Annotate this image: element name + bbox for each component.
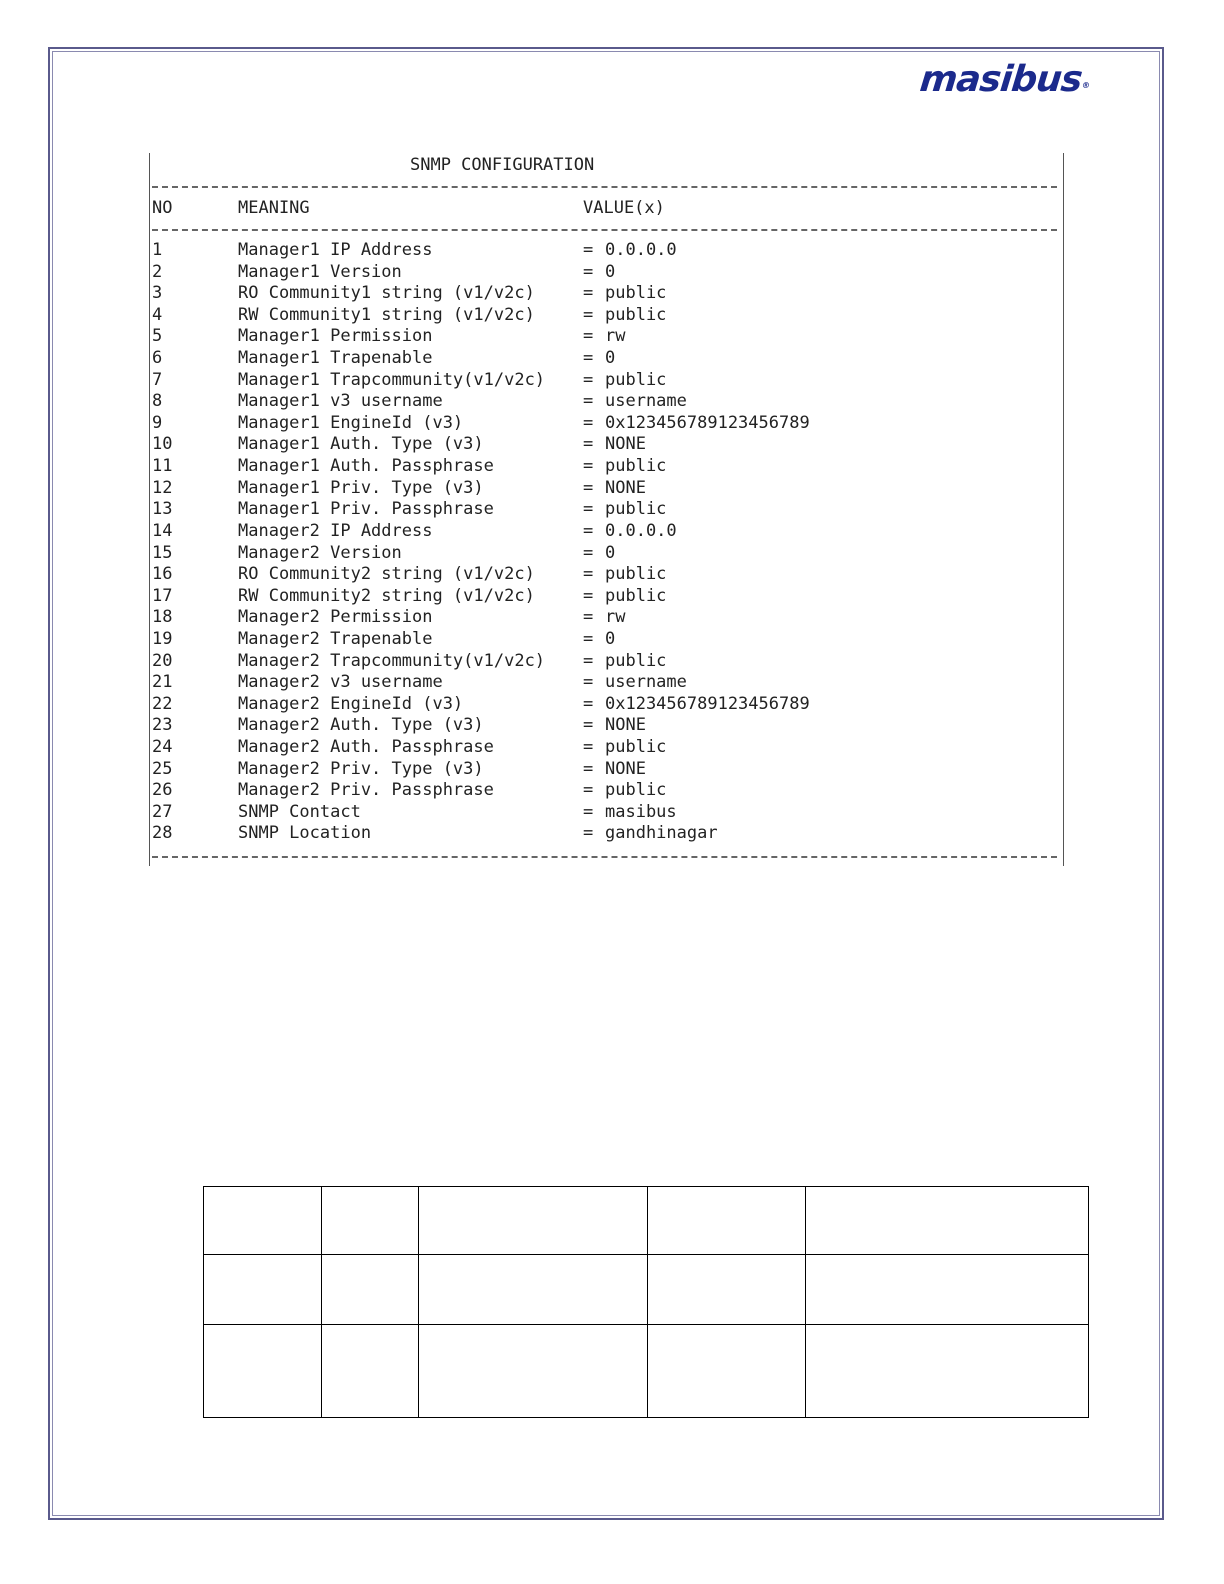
row-number: 9 xyxy=(152,412,163,433)
row-meaning: Manager2 Permission xyxy=(238,607,433,628)
registered-mark: ® xyxy=(1081,81,1090,90)
equals-sign: = xyxy=(583,564,594,585)
row-number: 10 xyxy=(152,434,173,455)
row-value: rw xyxy=(605,607,626,628)
row-meaning: Manager2 Trapcommunity(v1/v2c) xyxy=(238,650,546,671)
row-number: 3 xyxy=(152,283,163,304)
dashed-divider-bottom xyxy=(152,856,1057,858)
row-value: NONE xyxy=(605,477,646,498)
row-meaning: Manager2 Priv. Type (v3) xyxy=(238,758,484,779)
row-meaning: Manager1 Permission xyxy=(238,326,433,347)
row-meaning: Manager2 Version xyxy=(238,542,402,563)
row-value: public xyxy=(605,499,667,520)
row-value: 0x123456789123456789 xyxy=(605,412,810,433)
config-row xyxy=(150,262,1063,284)
row-meaning: Manager2 Auth. Passphrase xyxy=(238,737,494,758)
config-row xyxy=(150,240,1063,262)
row-meaning: Manager1 Priv. Type (v3) xyxy=(238,477,484,498)
config-row xyxy=(150,434,1063,456)
equals-sign: = xyxy=(583,650,594,671)
row-number: 1 xyxy=(152,240,163,260)
dashed-divider-header xyxy=(152,229,1057,231)
row-meaning: Manager1 Priv. Passphrase xyxy=(238,499,494,520)
row-value: 0 xyxy=(605,542,616,563)
equals-sign: = xyxy=(583,477,594,498)
row-value: gandhinagar xyxy=(605,823,718,844)
header-value: VALUE(x) xyxy=(583,198,665,218)
table-cell xyxy=(648,1187,806,1255)
config-row xyxy=(150,543,1063,565)
config-row xyxy=(150,651,1063,673)
row-meaning: Manager2 EngineId (v3) xyxy=(238,693,464,714)
config-row xyxy=(150,326,1063,348)
row-value: 0.0.0.0 xyxy=(605,240,677,260)
config-row xyxy=(150,737,1063,759)
config-row xyxy=(150,348,1063,370)
row-number: 11 xyxy=(152,456,173,477)
row-value: 0x123456789123456789 xyxy=(605,693,810,714)
row-number: 28 xyxy=(152,823,173,844)
config-row xyxy=(150,456,1063,478)
table-row xyxy=(204,1187,1089,1255)
row-number: 12 xyxy=(152,477,173,498)
row-meaning: Manager2 Trapenable xyxy=(238,628,433,649)
table-row xyxy=(204,1255,1089,1325)
equals-sign: = xyxy=(583,283,594,304)
equals-sign: = xyxy=(583,520,594,541)
equals-sign: = xyxy=(583,499,594,520)
equals-sign: = xyxy=(583,304,594,325)
table-cell xyxy=(648,1325,806,1418)
equals-sign: = xyxy=(583,391,594,412)
table-cell xyxy=(419,1255,648,1325)
equals-sign: = xyxy=(583,715,594,736)
equals-sign: = xyxy=(583,585,594,606)
row-value: public xyxy=(605,780,667,801)
row-number: 5 xyxy=(152,326,163,347)
row-meaning: Manager1 Auth. Type (v3) xyxy=(238,434,484,455)
row-meaning: SNMP Location xyxy=(238,823,372,844)
row-value: public xyxy=(605,369,667,390)
row-number: 20 xyxy=(152,650,173,671)
row-number: 16 xyxy=(152,564,173,585)
row-meaning: Manager1 IP Address xyxy=(238,240,433,260)
row-meaning: SNMP Contact xyxy=(238,801,361,822)
row-number: 8 xyxy=(152,391,163,412)
table-cell xyxy=(204,1187,322,1255)
row-value: username xyxy=(605,672,687,693)
equals-sign: = xyxy=(583,240,594,260)
table-cell xyxy=(806,1255,1089,1325)
equals-sign: = xyxy=(583,672,594,693)
table-cell xyxy=(806,1187,1089,1255)
row-value: 0.0.0.0 xyxy=(605,520,677,541)
row-number: 18 xyxy=(152,607,173,628)
config-row xyxy=(150,564,1063,586)
table-cell xyxy=(322,1255,419,1325)
row-meaning: Manager2 Priv. Passphrase xyxy=(238,780,494,801)
row-value: public xyxy=(605,585,667,606)
row-value: 0 xyxy=(605,628,616,649)
table-cell xyxy=(419,1325,648,1418)
equals-sign: = xyxy=(583,261,594,282)
config-row xyxy=(150,413,1063,435)
row-value: public xyxy=(605,650,667,671)
row-value: public xyxy=(605,564,667,585)
row-meaning: Manager1 v3 username xyxy=(238,391,443,412)
row-number: 19 xyxy=(152,628,173,649)
row-meaning: Manager1 Trapenable xyxy=(238,348,433,369)
config-row xyxy=(150,499,1063,521)
row-value: NONE xyxy=(605,758,646,779)
equals-sign: = xyxy=(583,801,594,822)
empty-table xyxy=(203,1186,1089,1418)
config-row xyxy=(150,715,1063,737)
row-meaning: Manager1 EngineId (v3) xyxy=(238,412,464,433)
row-number: 13 xyxy=(152,499,173,520)
equals-sign: = xyxy=(583,369,594,390)
equals-sign: = xyxy=(583,823,594,844)
row-value: 0 xyxy=(605,261,616,282)
row-value: username xyxy=(605,391,687,412)
row-value: rw xyxy=(605,326,626,347)
row-number: 17 xyxy=(152,585,173,606)
config-row xyxy=(150,305,1063,327)
row-number: 21 xyxy=(152,672,173,693)
config-row xyxy=(150,759,1063,781)
table-cell xyxy=(648,1255,806,1325)
header-no: NO xyxy=(152,198,173,218)
table-cell xyxy=(806,1325,1089,1418)
row-meaning: RW Community1 string (v1/v2c) xyxy=(238,304,535,325)
row-number: 22 xyxy=(152,693,173,714)
equals-sign: = xyxy=(583,780,594,801)
row-value: public xyxy=(605,737,667,758)
equals-sign: = xyxy=(583,607,594,628)
config-row xyxy=(150,607,1063,629)
row-meaning: Manager1 Auth. Passphrase xyxy=(238,456,494,477)
row-meaning: RO Community1 string (v1/v2c) xyxy=(238,283,535,304)
row-number: 26 xyxy=(152,780,173,801)
row-value: NONE xyxy=(605,434,646,455)
equals-sign: = xyxy=(583,737,594,758)
row-meaning: RW Community2 string (v1/v2c) xyxy=(238,585,535,606)
equals-sign: = xyxy=(583,693,594,714)
row-value: public xyxy=(605,283,667,304)
row-value: masibus xyxy=(605,801,677,822)
row-number: 6 xyxy=(152,348,163,369)
row-number: 23 xyxy=(152,715,173,736)
row-meaning: Manager2 IP Address xyxy=(238,520,433,541)
table-cell xyxy=(322,1325,419,1418)
equals-sign: = xyxy=(583,456,594,477)
config-row xyxy=(150,370,1063,392)
terminal-title: SNMP CONFIGURATION xyxy=(410,155,595,175)
table-cell xyxy=(204,1325,322,1418)
row-number: 25 xyxy=(152,758,173,779)
header-meaning: MEANING xyxy=(238,198,310,218)
row-meaning: Manager1 Version xyxy=(238,261,402,282)
table-row xyxy=(204,1325,1089,1418)
config-row xyxy=(150,629,1063,651)
equals-sign: = xyxy=(583,412,594,433)
table-cell xyxy=(204,1255,322,1325)
equals-sign: = xyxy=(583,542,594,563)
dashed-divider-top xyxy=(152,186,1057,188)
row-number: 27 xyxy=(152,801,173,822)
config-row xyxy=(150,780,1063,802)
masibus-logo xyxy=(918,58,1092,102)
equals-sign: = xyxy=(583,628,594,649)
equals-sign: = xyxy=(583,348,594,369)
row-meaning: Manager2 v3 username xyxy=(238,672,443,693)
logo-text: masibus xyxy=(917,59,1084,100)
config-row xyxy=(150,521,1063,543)
row-number: 7 xyxy=(152,369,163,390)
row-number: 15 xyxy=(152,542,173,563)
config-rows xyxy=(150,240,1063,845)
config-row xyxy=(150,672,1063,694)
table-cell xyxy=(419,1187,648,1255)
row-value: 0 xyxy=(605,348,616,369)
equals-sign: = xyxy=(583,326,594,347)
equals-sign: = xyxy=(583,758,594,779)
config-row xyxy=(150,586,1063,608)
table-cell xyxy=(322,1187,419,1255)
row-meaning: RO Community2 string (v1/v2c) xyxy=(238,564,535,585)
config-row xyxy=(150,391,1063,413)
config-row xyxy=(150,823,1063,845)
config-row xyxy=(150,694,1063,716)
row-value: public xyxy=(605,304,667,325)
config-row xyxy=(150,802,1063,824)
row-meaning: Manager2 Auth. Type (v3) xyxy=(238,715,484,736)
row-value: NONE xyxy=(605,715,646,736)
config-row xyxy=(150,478,1063,500)
row-value: public xyxy=(605,456,667,477)
row-number: 24 xyxy=(152,737,173,758)
row-number: 14 xyxy=(152,520,173,541)
snmp-configuration-screen xyxy=(149,153,1064,866)
config-row xyxy=(150,283,1063,305)
row-number: 4 xyxy=(152,304,163,325)
row-number: 2 xyxy=(152,261,163,282)
equals-sign: = xyxy=(583,434,594,455)
row-meaning: Manager1 Trapcommunity(v1/v2c) xyxy=(238,369,546,390)
